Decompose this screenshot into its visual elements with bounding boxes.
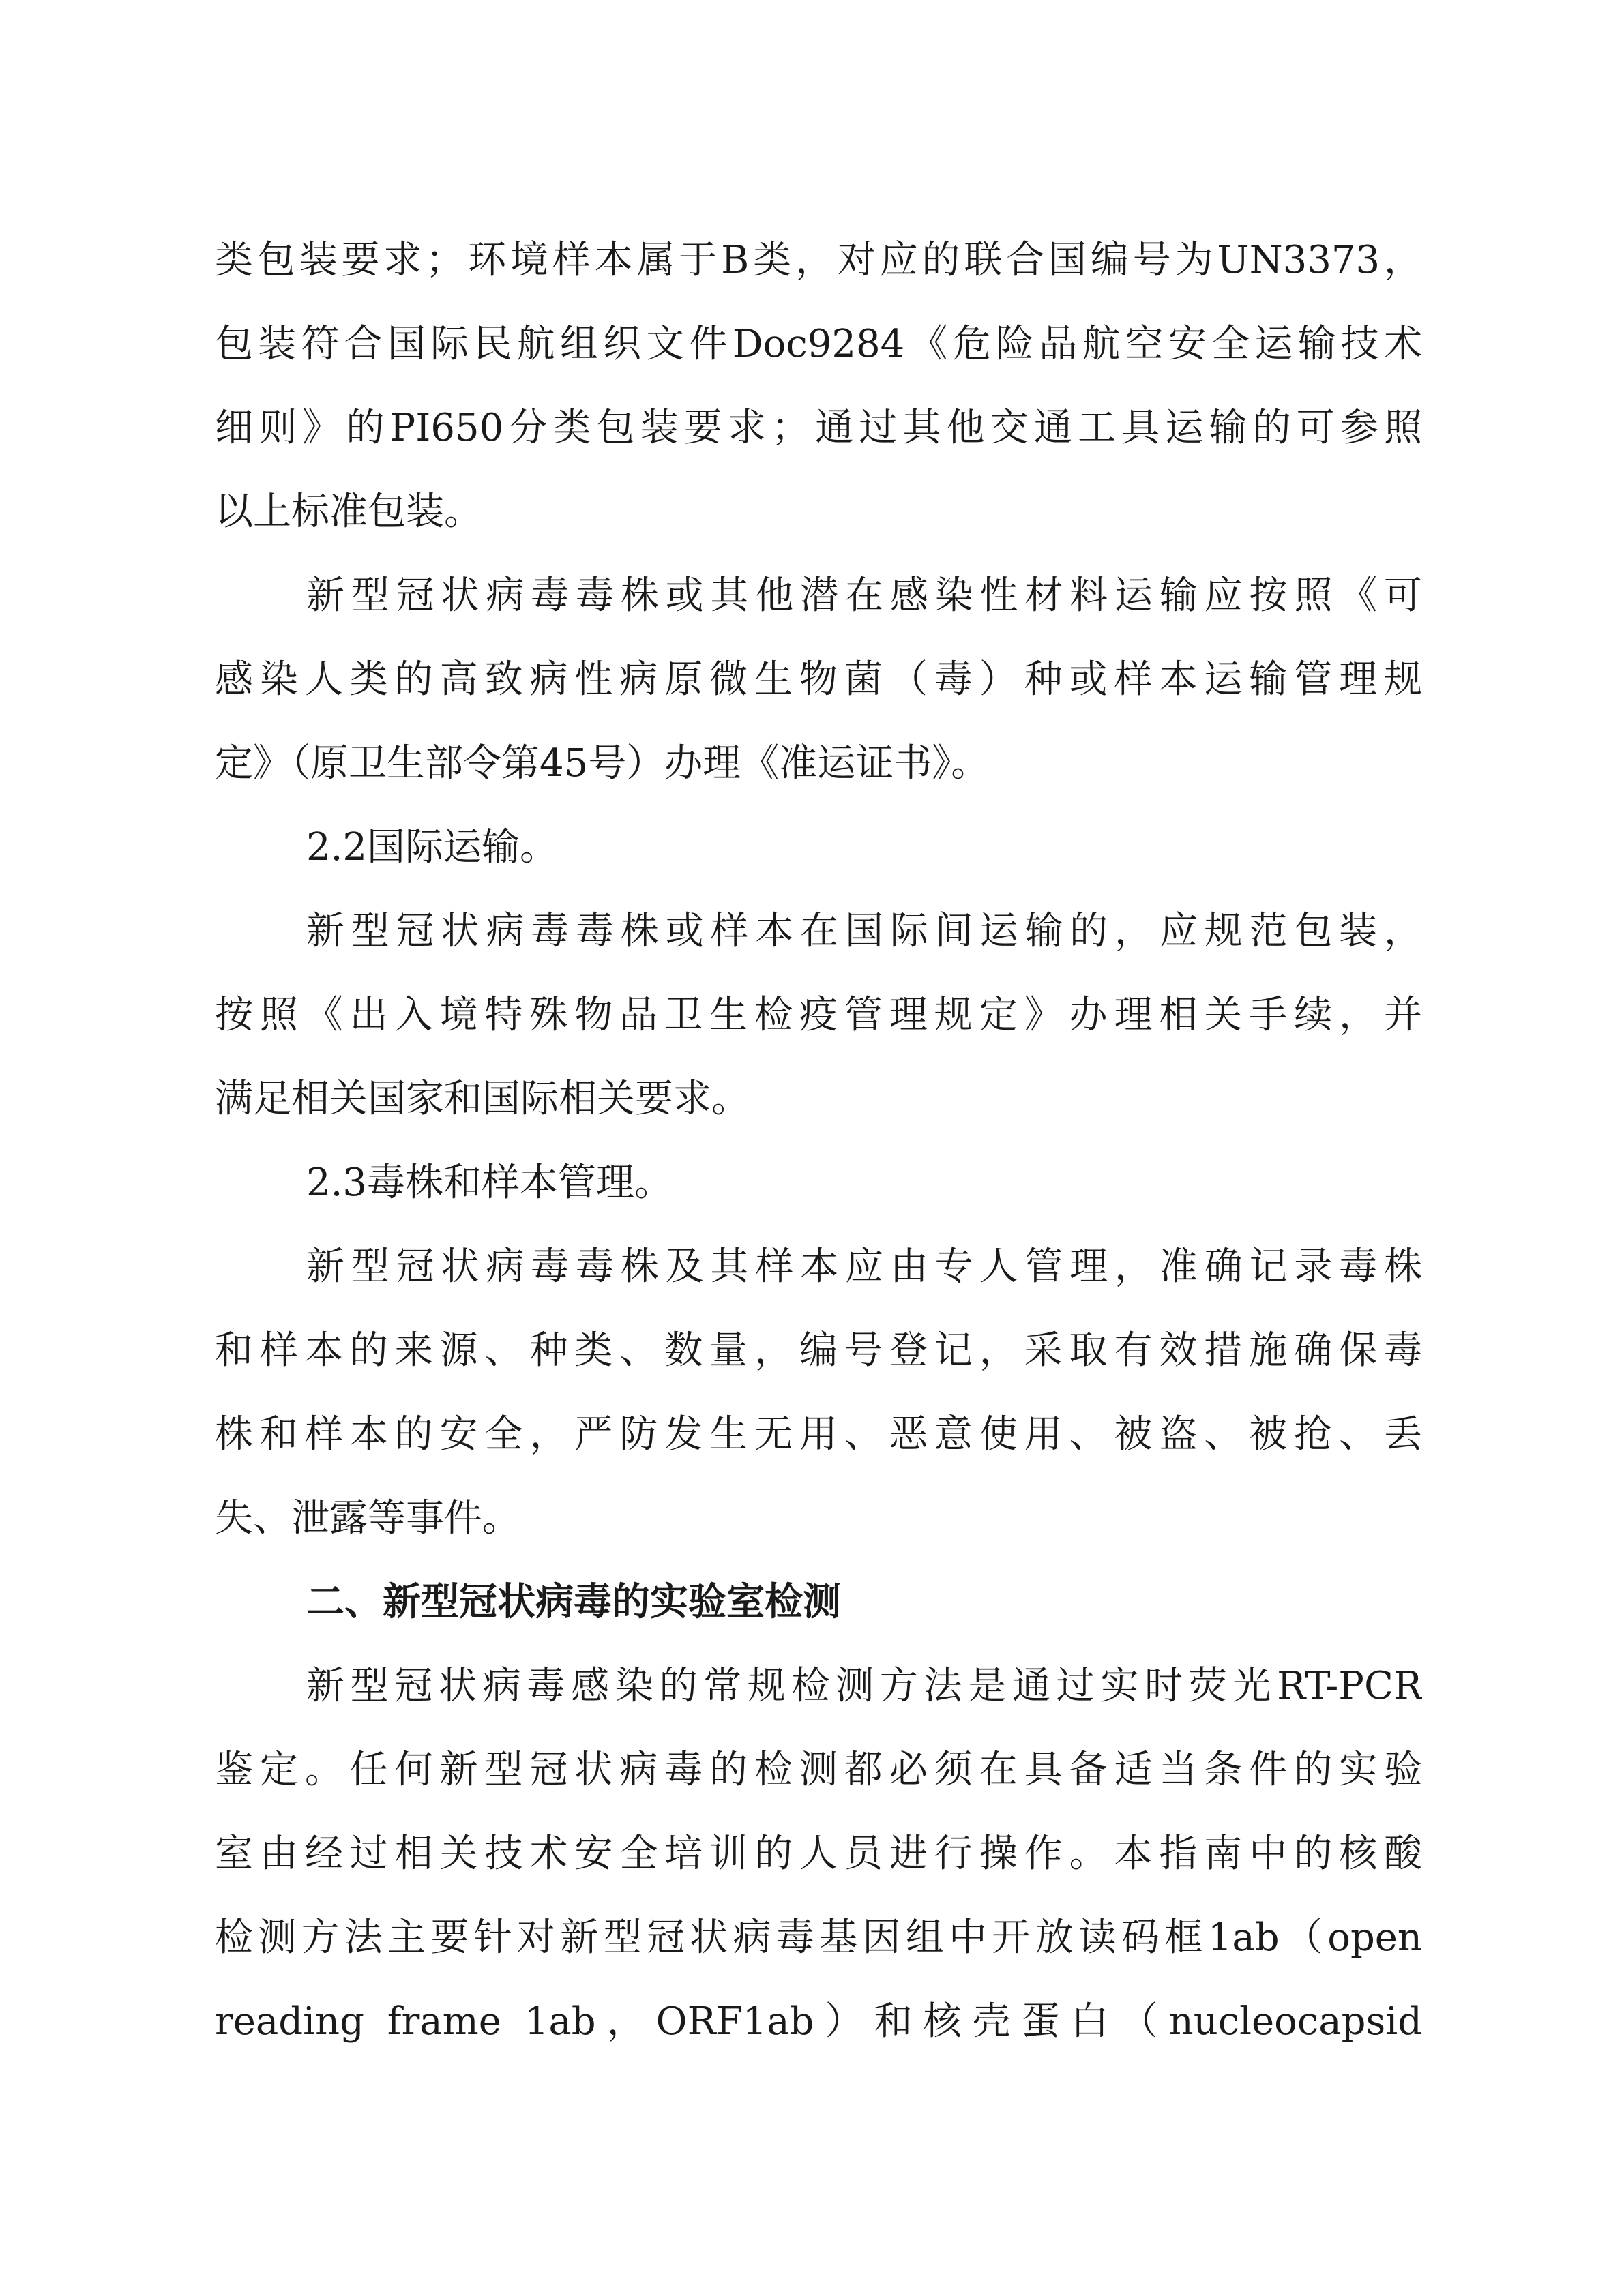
section-subheading: 2.2国际运输。 xyxy=(306,825,559,869)
body-text-line: 株和样本的安全，严防发生无用、恶意使用、被盗、被抢、丢 xyxy=(215,1412,1422,1457)
body-text-line: 鉴定。任何新型冠状病毒的检测都必须在具备适当条件的实验 xyxy=(215,1748,1422,1792)
document-body xyxy=(215,218,1422,2063)
body-text-line: 以上标准包装。 xyxy=(215,490,482,534)
body-text-line: 按照《出入境特殊物品卫生检疫管理规定》办理相关手续，并 xyxy=(215,993,1422,1037)
body-text-line: 类包装要求；环境样本属于B类，对应的联合国编号为UN3373， xyxy=(215,238,1422,282)
body-text-line: 包装符合国际民航组织文件Doc9284《危险品航空安全运输技术 xyxy=(215,322,1422,366)
paragraph-first-line: 新型冠状病毒毒株或其他潜在感染性材料运输应按照《可 xyxy=(306,573,1422,618)
body-text-line: reading frame 1ab，ORF1ab）和核壳蛋白（nucleocapsid xyxy=(215,1999,1422,2044)
section-heading: 二、新型冠状病毒的实验室检测 xyxy=(306,1580,841,1624)
paragraph-first-line: 新型冠状病毒毒株及其样本应由专人管理，准确记录毒株 xyxy=(306,1244,1422,1289)
body-text-line: 感染人类的高致病性病原微生物菌（毒）种或样本运输管理规 xyxy=(215,657,1422,702)
paragraph-first-line: 新型冠状病毒毒株或样本在国际间运输的，应规范包装， xyxy=(306,909,1422,953)
body-text-line: 检测方法主要针对新型冠状病毒基因组中开放读码框1ab（open xyxy=(215,1915,1422,1960)
section-subheading: 2.3毒株和样本管理。 xyxy=(306,1161,673,1205)
body-text-line: 满足相关国家和国际相关要求。 xyxy=(215,1077,750,1121)
body-text-line: 和样本的来源、种类、数量，编号登记，采取有效措施确保毒 xyxy=(215,1328,1422,1373)
body-text-line: 室由经过相关技术安全培训的人员进行操作。本指南中的核酸 xyxy=(215,1832,1422,1876)
paragraph-first-line: 新型冠状病毒感染的常规检测方法是通过实时荧光RT-PCR xyxy=(306,1664,1422,1708)
body-text-line: 失、泄露等事件。 xyxy=(215,1496,520,1540)
body-text-line: 定》（原卫生部令第45号）办理《准运证书》。 xyxy=(215,741,990,786)
body-text-line: 细则》的PI650分类包装要求；通过其他交通工具运输的可参照 xyxy=(215,406,1422,450)
